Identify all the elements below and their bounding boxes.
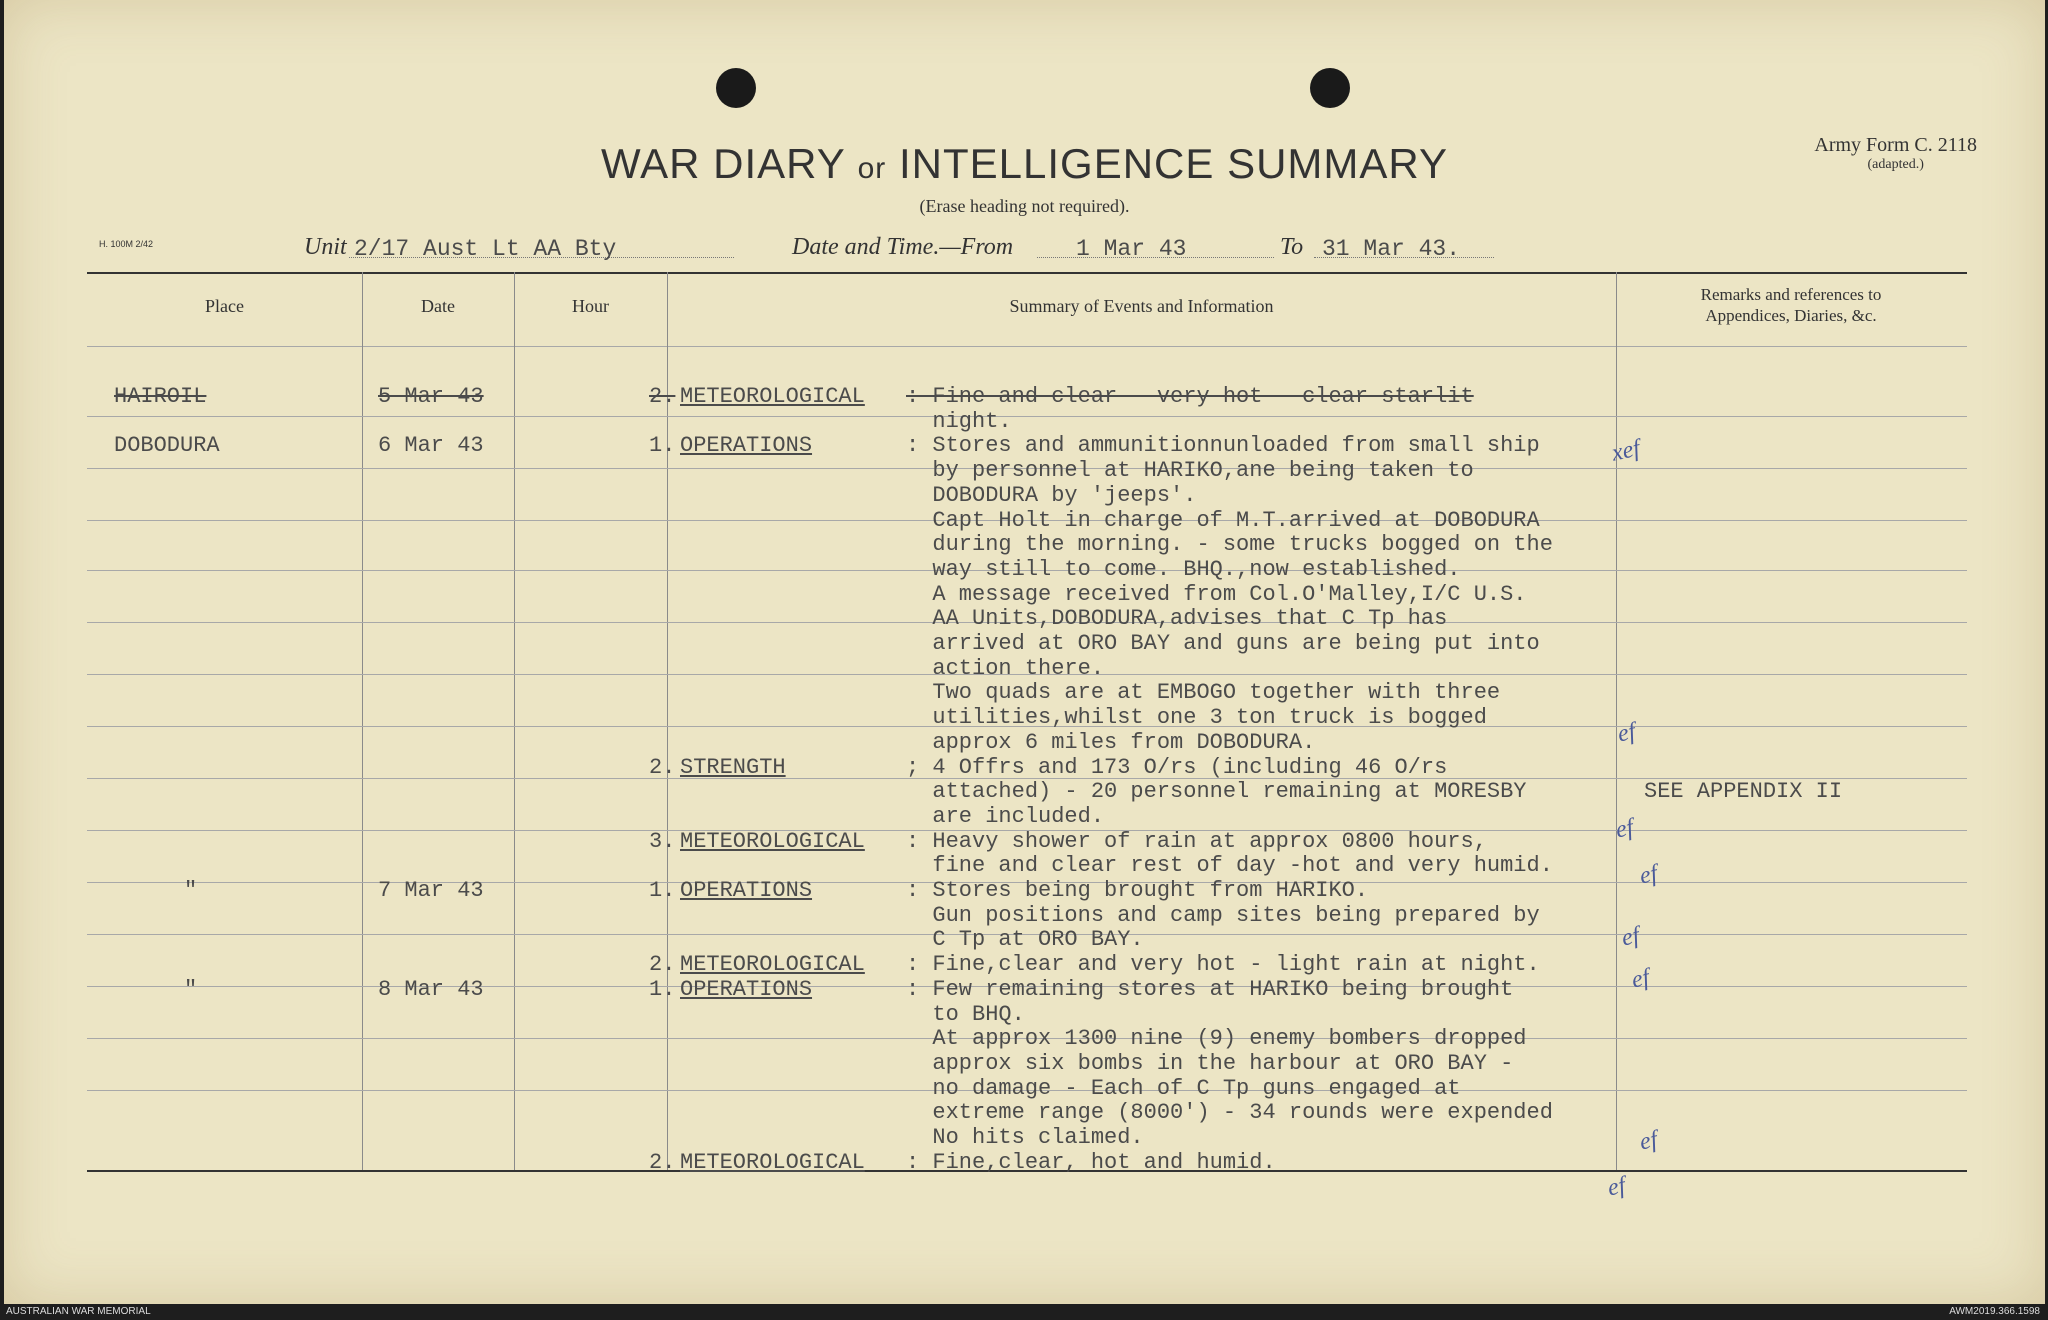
unit-value: 2/17 Aust Lt AA Bty — [354, 236, 617, 262]
entry-text: are included. — [906, 804, 1105, 829]
entry-heading: OPERATIONS — [680, 878, 813, 903]
entry-place: DOBODURA — [114, 433, 220, 458]
entry-place: " — [184, 878, 198, 903]
unit-label: Unit — [304, 234, 347, 260]
entry-date: 7 Mar 43 — [378, 878, 484, 903]
column-header-date: Date — [421, 296, 455, 316]
table-header-rule — [87, 346, 1967, 347]
print-code: H. 100M 2/42 — [99, 239, 154, 249]
entry-text: way still to come. BHQ.,now established. — [906, 557, 1461, 582]
entry-text: Capt Holt in charge of M.T.arrived at DOBODURA — [906, 508, 1540, 533]
handwritten-initials: ef — [1605, 1172, 1628, 1202]
entry-text: : Fine,clear and very hot - light rain at night. — [906, 952, 1540, 977]
entry-heading: OPERATIONS — [680, 433, 813, 458]
entry-date: 8 Mar 43 — [378, 977, 484, 1002]
entry-text: : Stores being brought from HARIKO. — [906, 878, 1369, 903]
handwritten-initials: ef — [1613, 814, 1636, 844]
handwritten-initials: ef — [1637, 1126, 1660, 1156]
entry-text: arrived at ORO BAY and guns are being put into — [906, 631, 1540, 656]
entry-text: action there. — [906, 656, 1105, 681]
entry-heading: METEOROLOGICAL — [680, 829, 865, 854]
entry-remark: SEE APPENDIX II — [1644, 779, 1843, 804]
diary-sheet — [4, 0, 2045, 1304]
entry-text: no damage - Each of C Tp guns engaged at — [906, 1076, 1461, 1101]
entry-text: Two quads are at EMBOGO together with three — [906, 680, 1501, 705]
date-label: Date and Time.—From — [792, 234, 1014, 260]
entry-item-number: 1. — [649, 977, 676, 1002]
handwritten-initials: ef — [1619, 922, 1642, 952]
entry-text: to BHQ. — [906, 1002, 1025, 1027]
column-header-summary: Summary of Events and Information — [1009, 296, 1274, 316]
entry-text: At approx 1300 nine (9) enemy bombers dropped — [906, 1026, 1527, 1051]
handwritten-initials: ef — [1615, 718, 1638, 748]
entry-text: utilities,whilst one 3 ton truck is bogged — [906, 705, 1487, 730]
entry-text: : Few remaining stores at HARIKO being brought — [906, 977, 1514, 1002]
entry-text: during the morning. - some trucks bogged on the — [906, 532, 1553, 557]
entry-item-number: 2. — [649, 952, 676, 977]
entry-text: extreme range (8000') - 34 rounds were expended — [906, 1100, 1553, 1125]
entry-text: : Heavy shower of rain at approx 0800 hours, — [906, 829, 1487, 854]
footer-accession-number: AWM2019.366.1598 — [1949, 1306, 2040, 1317]
entry-text: approx 6 miles from DOBODURA. — [906, 730, 1316, 755]
entry-text: night. — [906, 409, 1012, 434]
punch-hole — [1310, 68, 1350, 108]
entry-place: " — [184, 977, 198, 1002]
entry-text: approx six bombs in the harbour at ORO BAY - — [906, 1051, 1514, 1076]
entry-text: A message received from Col.O'Malley,I/C U.S. — [906, 582, 1527, 607]
entry-heading: OPERATIONS — [680, 977, 813, 1002]
entry-text: C Tp at ORO BAY. — [906, 927, 1144, 952]
erase-note: (Erase heading not required). — [919, 196, 1130, 216]
entry-text: No hits claimed. — [906, 1125, 1144, 1150]
entry-date: 5 Mar 43 — [378, 384, 484, 409]
entry-text: : Stores and ammunitionnunloaded from small ship — [906, 433, 1540, 458]
handwritten-initials: ef — [1629, 964, 1652, 994]
ruled-line — [87, 416, 1967, 417]
table-top-rule — [87, 272, 1967, 274]
entry-item-number: 1. — [649, 433, 676, 458]
document-title: WAR DIARY or INTELLIGENCE SUMMARY — [601, 140, 1448, 187]
column-header-place: Place — [205, 296, 244, 316]
handwritten-initials: ef — [1637, 860, 1660, 890]
to-label: To — [1280, 234, 1304, 260]
entry-text: AA Units,DOBODURA,advises that C Tp has — [906, 606, 1448, 631]
entry-place: HAIROIL — [114, 384, 207, 409]
form-number: Army Form C. 2118 (adapted.) — [1814, 134, 1977, 172]
date-from: 1 Mar 43 — [1076, 236, 1187, 262]
entry-item-number: 3. — [649, 829, 676, 854]
punch-hole — [716, 68, 756, 108]
footer-credit: AUSTRALIAN WAR MEMORIAL — [6, 1306, 151, 1317]
entry-item-number: 2. — [649, 384, 676, 409]
entry-item-number: 1. — [649, 878, 676, 903]
entry-text: by personnel at HARIKO,ane being taken to — [906, 458, 1474, 483]
column-header-remarks: Remarks and references to Appendices, Diaries, &c. — [1700, 285, 1882, 325]
column-header-hour: Hour — [572, 296, 609, 316]
entry-item-number: 2. — [649, 1150, 676, 1175]
entry-heading: METEOROLOGICAL — [680, 384, 865, 409]
entry-text: attached) - 20 personnel remaining at MORESBY — [906, 779, 1527, 804]
entry-text: Gun positions and camp sites being prepared by — [906, 903, 1540, 928]
date-to: 31 Mar 43. — [1322, 236, 1461, 262]
entry-text: : Fine,clear, hot and humid. — [906, 1150, 1276, 1175]
entry-heading: STRENGTH — [680, 755, 786, 780]
entry-heading: METEOROLOGICAL — [680, 1150, 865, 1175]
entry-text: DOBODURA by 'jeeps'. — [906, 483, 1197, 508]
entry-date: 6 Mar 43 — [378, 433, 484, 458]
entry-text: ; 4 Offrs and 173 O/rs (including 46 O/rs — [906, 755, 1448, 780]
entry-text: : Fine and clear - very hot - clear starlit — [906, 384, 1474, 409]
entry-item-number: 2. — [649, 755, 676, 780]
entry-heading: METEOROLOGICAL — [680, 952, 865, 977]
entry-text: fine and clear rest of day -hot and very humid. — [906, 853, 1553, 878]
handwritten-initials: xef — [1609, 435, 1643, 467]
